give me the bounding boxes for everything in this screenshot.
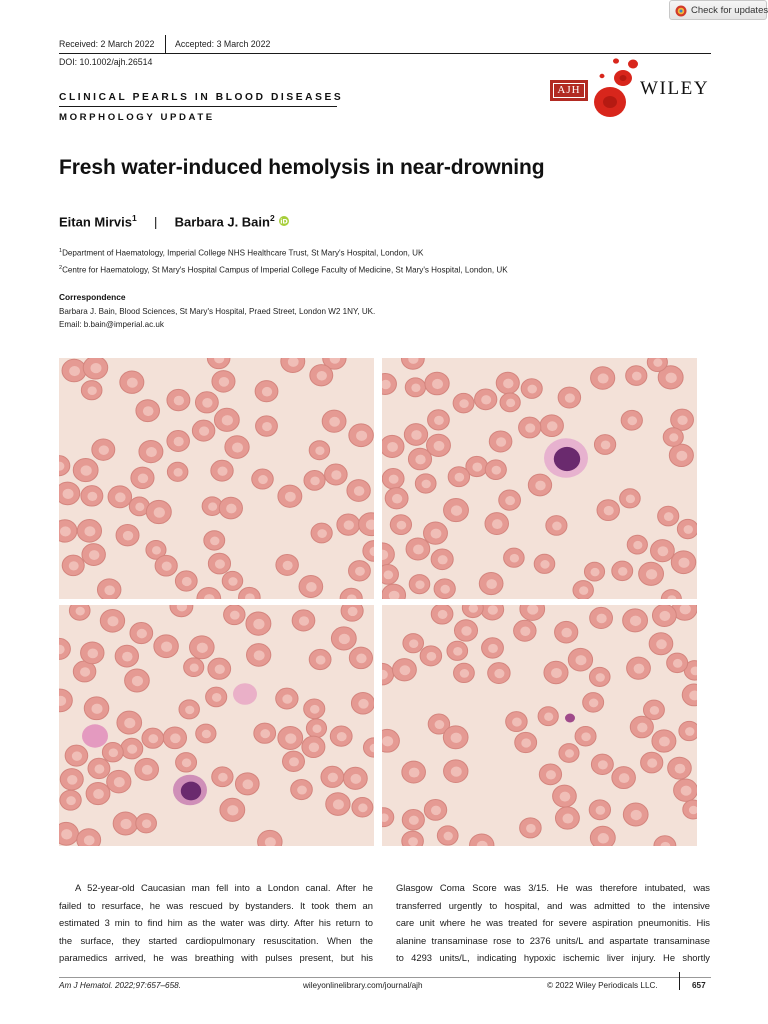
red-blood-cell: [299, 575, 323, 597]
red-blood-cell: [363, 541, 374, 562]
red-blood-cell: [382, 374, 396, 395]
red-blood-cell: [390, 515, 411, 535]
red-blood-cell: [651, 540, 675, 562]
red-blood-cell: [677, 519, 697, 538]
red-blood-cell: [276, 554, 298, 575]
red-blood-cell: [584, 562, 604, 581]
red-blood-cell: [330, 726, 352, 746]
red-blood-cell: [591, 754, 613, 774]
red-blood-cell: [520, 818, 542, 838]
red-blood-cell: [431, 549, 453, 570]
red-blood-cell: [485, 513, 508, 535]
red-blood-cell: [443, 726, 468, 749]
red-blood-cell: [304, 471, 325, 491]
red-blood-cell: [590, 607, 613, 628]
red-blood-cell: [444, 760, 468, 783]
red-blood-cell: [208, 553, 230, 574]
ghost-cell: [233, 683, 257, 705]
red-blood-cell: [682, 684, 697, 706]
red-blood-cell: [591, 367, 615, 389]
lysed-cell: [82, 724, 108, 747]
red-blood-cell: [222, 571, 242, 590]
red-blood-cell: [60, 790, 81, 810]
red-blood-cell: [553, 785, 577, 807]
body-line: transferred urgently to hospital, and was admitted to the intensive: [396, 899, 710, 911]
red-blood-cell: [575, 726, 596, 746]
red-blood-cell: [589, 800, 610, 820]
red-blood-cell: [175, 571, 197, 591]
body-line: failed to resurface, he was rescued by bystanders. It took them an: [59, 899, 373, 911]
red-blood-cell: [340, 588, 362, 599]
red-blood-cell: [406, 538, 430, 560]
red-blood-cell: [558, 387, 580, 408]
received-date: Received: 2 March 2022: [59, 39, 155, 49]
red-blood-cell: [555, 807, 579, 829]
red-blood-cell: [59, 689, 72, 712]
red-blood-cell: [514, 620, 536, 641]
body-line: Glasgow Coma Score was 3/15. He was therefore intubated, was: [396, 882, 710, 893]
red-blood-cell: [347, 480, 370, 502]
red-blood-cell: [337, 514, 360, 535]
accepted-date: Accepted: 3 March 2022: [175, 39, 271, 49]
red-blood-cell: [420, 646, 442, 666]
red-blood-cell: [488, 663, 510, 684]
red-blood-cell: [481, 605, 504, 620]
red-blood-cell: [352, 798, 373, 817]
red-blood-cell: [404, 424, 427, 446]
red-blood-cell: [136, 400, 160, 422]
red-blood-cell: [212, 767, 233, 787]
red-blood-cell: [163, 727, 186, 749]
footer-citation: Am J Hematol. 2022;97:657–658.: [59, 981, 181, 990]
red-blood-cell: [453, 393, 474, 412]
red-blood-cell: [597, 500, 619, 521]
red-blood-cell: [83, 358, 107, 379]
red-blood-cell: [402, 761, 426, 783]
correspondence-address: Barbara J. Bain, Blood Sciences, St Mary's Hospital, Praed Street, London W2 1NY, UK.: [59, 307, 376, 316]
red-blood-cell: [652, 730, 676, 752]
red-cell-logo-icon: [592, 52, 642, 122]
red-blood-cell: [612, 561, 633, 580]
red-blood-cell: [252, 469, 274, 489]
red-blood-cell: [424, 799, 446, 820]
red-blood-cell: [117, 711, 142, 734]
red-blood-cell: [668, 757, 692, 779]
red-blood-cell: [500, 393, 520, 412]
svg-text:iD: iD: [280, 217, 289, 226]
doi-link[interactable]: DOI: 10.1002/ajh.26514: [59, 57, 153, 67]
red-blood-cell: [363, 738, 374, 757]
blood-film-panel-a: [59, 358, 374, 599]
red-blood-cell: [255, 381, 278, 402]
red-blood-cell: [62, 359, 86, 381]
red-blood-cell: [211, 460, 233, 481]
red-blood-cell: [382, 469, 404, 489]
red-blood-cell: [641, 752, 663, 773]
red-blood-cell: [343, 767, 367, 789]
red-blood-cell: [278, 485, 302, 507]
red-blood-cell: [311, 523, 332, 543]
red-blood-cell: [225, 436, 249, 459]
red-blood-cell: [59, 482, 80, 505]
red-blood-cell: [349, 424, 374, 447]
red-blood-cell: [667, 653, 688, 673]
check-for-updates-button[interactable]: [669, 0, 767, 20]
red-blood-cell: [192, 420, 214, 441]
red-blood-cell: [100, 609, 124, 632]
footer-url[interactable]: wileyonlinelibrary.com/journal/ajh: [303, 981, 423, 990]
red-blood-cell: [434, 579, 455, 599]
crossmark-icon: [675, 5, 687, 17]
red-blood-cell: [499, 490, 521, 510]
red-blood-cell: [309, 649, 331, 669]
red-blood-cell: [254, 723, 276, 743]
red-blood-cell: [539, 764, 561, 785]
affiliation-2-sup: 2: [59, 265, 63, 271]
red-blood-cell: [424, 522, 448, 544]
red-blood-cell: [590, 826, 615, 846]
red-blood-cell: [276, 688, 298, 709]
section-subcategory: MORPHOLOGY UPDATE: [59, 112, 215, 123]
red-blood-cell: [425, 372, 449, 395]
red-blood-cell: [170, 605, 193, 617]
ajh-logo-text: AJH: [557, 84, 581, 96]
red-blood-cell: [120, 371, 144, 393]
red-blood-cell: [428, 410, 450, 430]
red-blood-cell: [256, 416, 278, 436]
red-blood-cell: [179, 700, 199, 719]
red-blood-cell: [219, 497, 242, 519]
red-blood-cell: [612, 767, 636, 789]
red-blood-cell: [437, 826, 458, 845]
red-blood-cell: [544, 661, 568, 683]
red-blood-cell: [88, 758, 110, 778]
red-blood-cell: [206, 687, 227, 707]
red-blood-cell: [208, 658, 231, 679]
red-blood-cell: [81, 642, 104, 664]
red-blood-cell: [496, 372, 519, 393]
red-blood-cell: [506, 712, 527, 732]
red-blood-cell: [77, 829, 101, 846]
red-blood-cell: [322, 410, 346, 432]
body-line: the surface, they started cardiopulmonary resuscitation. When the: [59, 934, 373, 946]
red-blood-cell: [331, 627, 356, 650]
red-blood-cell: [82, 544, 105, 566]
nucleated-red-cell: [173, 775, 207, 806]
red-blood-cell: [207, 358, 230, 369]
red-blood-cell: [196, 724, 216, 743]
body-line: A 52-year-old Caucasian man fell into a London canal. After he: [75, 882, 373, 893]
red-blood-cell: [534, 554, 555, 573]
red-blood-cell: [654, 836, 676, 846]
red-blood-cell: [475, 389, 497, 410]
red-blood-cell: [538, 707, 558, 726]
red-blood-cell: [671, 551, 695, 574]
red-blood-cell: [447, 641, 468, 660]
red-blood-cell: [671, 409, 694, 430]
red-blood-cell: [482, 638, 504, 658]
red-blood-cell: [382, 435, 404, 457]
red-blood-cell: [627, 657, 651, 679]
red-blood-cell: [113, 812, 138, 835]
affiliation-1-sup: 1: [59, 248, 63, 254]
red-blood-cell: [504, 548, 525, 567]
red-blood-cell: [84, 697, 109, 720]
red-blood-cell: [630, 716, 653, 737]
red-blood-cell: [623, 609, 648, 632]
red-blood-cell: [661, 590, 681, 599]
red-blood-cell: [167, 431, 190, 452]
red-blood-cell: [214, 408, 239, 431]
body-column-1: [59, 879, 373, 967]
red-blood-cell: [385, 488, 408, 509]
red-blood-cell: [669, 444, 693, 466]
red-blood-cell: [115, 645, 138, 667]
body-line: paramedics arrived, he was breathing with pulses present, but his: [59, 952, 373, 964]
red-blood-cell: [304, 699, 325, 719]
red-blood-cell: [321, 766, 344, 787]
red-blood-cell: [382, 729, 399, 752]
red-blood-cell: [239, 587, 261, 599]
red-blood-cell: [190, 636, 215, 659]
red-blood-cell: [427, 434, 451, 456]
red-blood-cell: [521, 379, 542, 399]
red-blood-cell: [589, 667, 610, 686]
red-blood-cell: [479, 573, 503, 595]
red-blood-cell: [454, 620, 477, 641]
red-blood-cell: [382, 663, 394, 684]
ajh-logo: [550, 80, 588, 101]
red-blood-cell: [155, 555, 177, 576]
red-blood-cell: [683, 800, 697, 819]
red-blood-cell: [77, 520, 101, 543]
red-blood-cell: [448, 467, 469, 487]
body-line: alanine transaminase rose to 2376 units/L and aspartate transaminase: [396, 934, 710, 946]
red-blood-cell: [146, 500, 171, 523]
section-category: CLINICAL PEARLS IN BLOOD DISEASES: [59, 92, 344, 103]
red-blood-cell: [540, 415, 563, 437]
red-blood-cell: [403, 634, 424, 653]
red-blood-cell: [291, 779, 313, 799]
red-blood-cell: [306, 719, 326, 738]
blood-film-panel-b: [382, 358, 697, 599]
red-blood-cell: [402, 809, 424, 830]
author-2: Barbara J. Bain: [174, 214, 270, 230]
red-blood-cell: [568, 648, 592, 671]
body-line: to 4293 units/L, indicating hypoxic ischemic liver injury. He shortly: [396, 952, 710, 964]
red-blood-cell: [639, 562, 664, 585]
platelet: [565, 714, 575, 723]
correspondence-heading: Correspondence: [59, 292, 126, 302]
red-blood-cell: [204, 531, 225, 550]
correspondence-email[interactable]: Email: b.bain@imperial.ac.uk: [59, 320, 164, 329]
red-blood-cell: [135, 758, 159, 780]
footer-divider: [679, 972, 680, 990]
red-blood-cell: [59, 456, 70, 476]
red-blood-cell: [212, 371, 235, 392]
red-blood-cell: [349, 561, 371, 581]
body-column-2: [396, 879, 710, 967]
red-blood-cell: [220, 798, 245, 821]
red-blood-cell: [246, 612, 271, 635]
red-blood-cell: [235, 773, 259, 795]
red-blood-cell: [341, 605, 363, 621]
check-for-updates-label: Check for updates: [691, 5, 768, 16]
red-blood-cell: [546, 516, 567, 536]
red-blood-cell: [283, 751, 305, 771]
red-blood-cell: [626, 366, 647, 386]
red-blood-cell: [620, 489, 641, 508]
red-blood-cell: [176, 753, 197, 772]
red-blood-cell: [627, 535, 647, 554]
affiliation-2: [59, 265, 508, 275]
body-line: estimated 3 min to find him as the water was dirty. After his return to: [59, 917, 373, 929]
red-blood-cell: [555, 621, 578, 643]
red-blood-cell: [649, 633, 673, 655]
red-blood-cell: [679, 721, 697, 740]
red-blood-cell: [292, 610, 315, 631]
red-blood-cell: [247, 644, 271, 667]
red-blood-cell: [60, 769, 83, 790]
red-blood-cell: [131, 467, 154, 488]
red-blood-cell: [485, 460, 506, 480]
red-blood-cell: [102, 742, 123, 761]
red-blood-cell: [125, 669, 150, 692]
footer-rule: [59, 977, 711, 978]
red-blood-cell: [621, 410, 642, 430]
body-line: care unit where he was treated for severe aspiration pneumonitis. His: [396, 917, 710, 929]
article-title: Fresh water-induced hemolysis in near-drowning: [59, 156, 545, 179]
footer-copyright: © 2022 Wiley Periodicals LLC.: [547, 981, 658, 990]
red-blood-cell: [69, 605, 90, 620]
red-blood-cell: [431, 605, 453, 624]
author-1: Eitan Mirvis: [59, 214, 132, 230]
red-blood-cell: [674, 779, 697, 801]
red-blood-cell: [121, 738, 143, 759]
red-blood-cell: [86, 782, 110, 804]
author-list: [59, 213, 289, 229]
red-blood-cell: [462, 605, 483, 618]
red-blood-cell: [351, 693, 374, 714]
red-blood-cell: [382, 564, 398, 584]
red-blood-cell: [594, 435, 615, 455]
red-blood-cell: [184, 658, 204, 677]
red-blood-cell: [392, 659, 416, 681]
red-blood-cell: [59, 822, 78, 845]
blood-film-panel-d: [382, 605, 697, 846]
red-blood-cell: [310, 365, 333, 386]
affiliation-1-text: Department of Haematology, Imperial College NHS Healthcare Trust, St Mary's Hospital, London, UK: [62, 248, 424, 258]
red-blood-cell: [278, 727, 303, 750]
affiliation-2-text: Centre for Haematology, St Mary's Hospital Campus of Imperial College Faculty of Medicine, St Mary's Hospital, London, UK: [62, 265, 508, 275]
red-blood-cell: [663, 428, 683, 447]
red-blood-cell: [281, 358, 305, 372]
red-blood-cell: [402, 831, 424, 846]
blood-film-panel-c: [59, 605, 374, 846]
red-blood-cell: [382, 543, 394, 566]
red-blood-cell: [81, 381, 102, 400]
red-blood-cell: [65, 745, 88, 766]
red-blood-cell: [520, 605, 545, 620]
red-blood-cell: [382, 584, 406, 599]
red-blood-cell: [382, 808, 394, 827]
red-blood-cell: [573, 581, 593, 599]
red-blood-cell: [349, 647, 372, 669]
red-blood-cell: [326, 793, 350, 816]
red-blood-cell: [583, 693, 604, 712]
author-1-affil: 1: [131, 213, 137, 223]
red-blood-cell: [444, 499, 469, 522]
red-blood-cell: [130, 623, 153, 644]
red-blood-cell: [658, 506, 679, 526]
page-number: 657: [692, 981, 706, 990]
red-blood-cell: [454, 663, 475, 682]
red-blood-cell: [258, 830, 282, 846]
red-blood-cell: [325, 464, 348, 485]
red-blood-cell: [302, 736, 325, 757]
red-blood-cell: [108, 486, 132, 508]
section-rule: [59, 106, 337, 107]
red-blood-cell: [652, 605, 676, 627]
red-blood-cell: [142, 728, 164, 748]
red-blood-cell: [107, 770, 131, 793]
red-blood-cell: [116, 525, 139, 546]
author-2-affil: 2: [269, 213, 275, 223]
orcid-icon[interactable]: [279, 216, 289, 226]
red-blood-cell: [409, 575, 430, 594]
red-blood-cell: [528, 474, 551, 496]
red-blood-cell: [154, 635, 178, 658]
red-blood-cell: [515, 732, 537, 752]
red-blood-cell: [167, 389, 190, 410]
red-blood-cell: [224, 605, 245, 625]
meta-divider: [165, 35, 166, 53]
red-blood-cell: [195, 392, 218, 413]
author-separator: |: [153, 214, 158, 230]
red-blood-cell: [73, 459, 98, 482]
red-blood-cell: [197, 588, 221, 599]
red-blood-cell: [309, 441, 329, 460]
red-blood-cell: [59, 520, 77, 542]
red-blood-cell: [643, 700, 664, 719]
red-blood-cell: [489, 431, 512, 452]
neutrophil: [544, 438, 588, 478]
red-blood-cell: [62, 555, 84, 575]
red-blood-cell: [559, 744, 579, 763]
red-blood-cell: [92, 439, 115, 460]
red-blood-cell: [470, 834, 494, 846]
red-blood-cell: [139, 440, 163, 462]
red-blood-cell: [519, 417, 541, 438]
red-blood-cell: [405, 378, 425, 397]
red-blood-cell: [167, 462, 188, 481]
red-blood-cell: [136, 814, 157, 833]
red-blood-cell: [59, 638, 70, 659]
red-blood-cell: [647, 358, 667, 372]
red-blood-cell: [401, 358, 424, 369]
red-blood-cell: [415, 474, 436, 493]
affiliation-1: [59, 248, 423, 258]
red-blood-cell: [359, 513, 374, 536]
red-blood-cell: [81, 486, 103, 506]
red-blood-cell: [623, 803, 648, 826]
red-blood-cell: [97, 579, 120, 599]
wiley-logo: WILEY: [640, 78, 710, 99]
